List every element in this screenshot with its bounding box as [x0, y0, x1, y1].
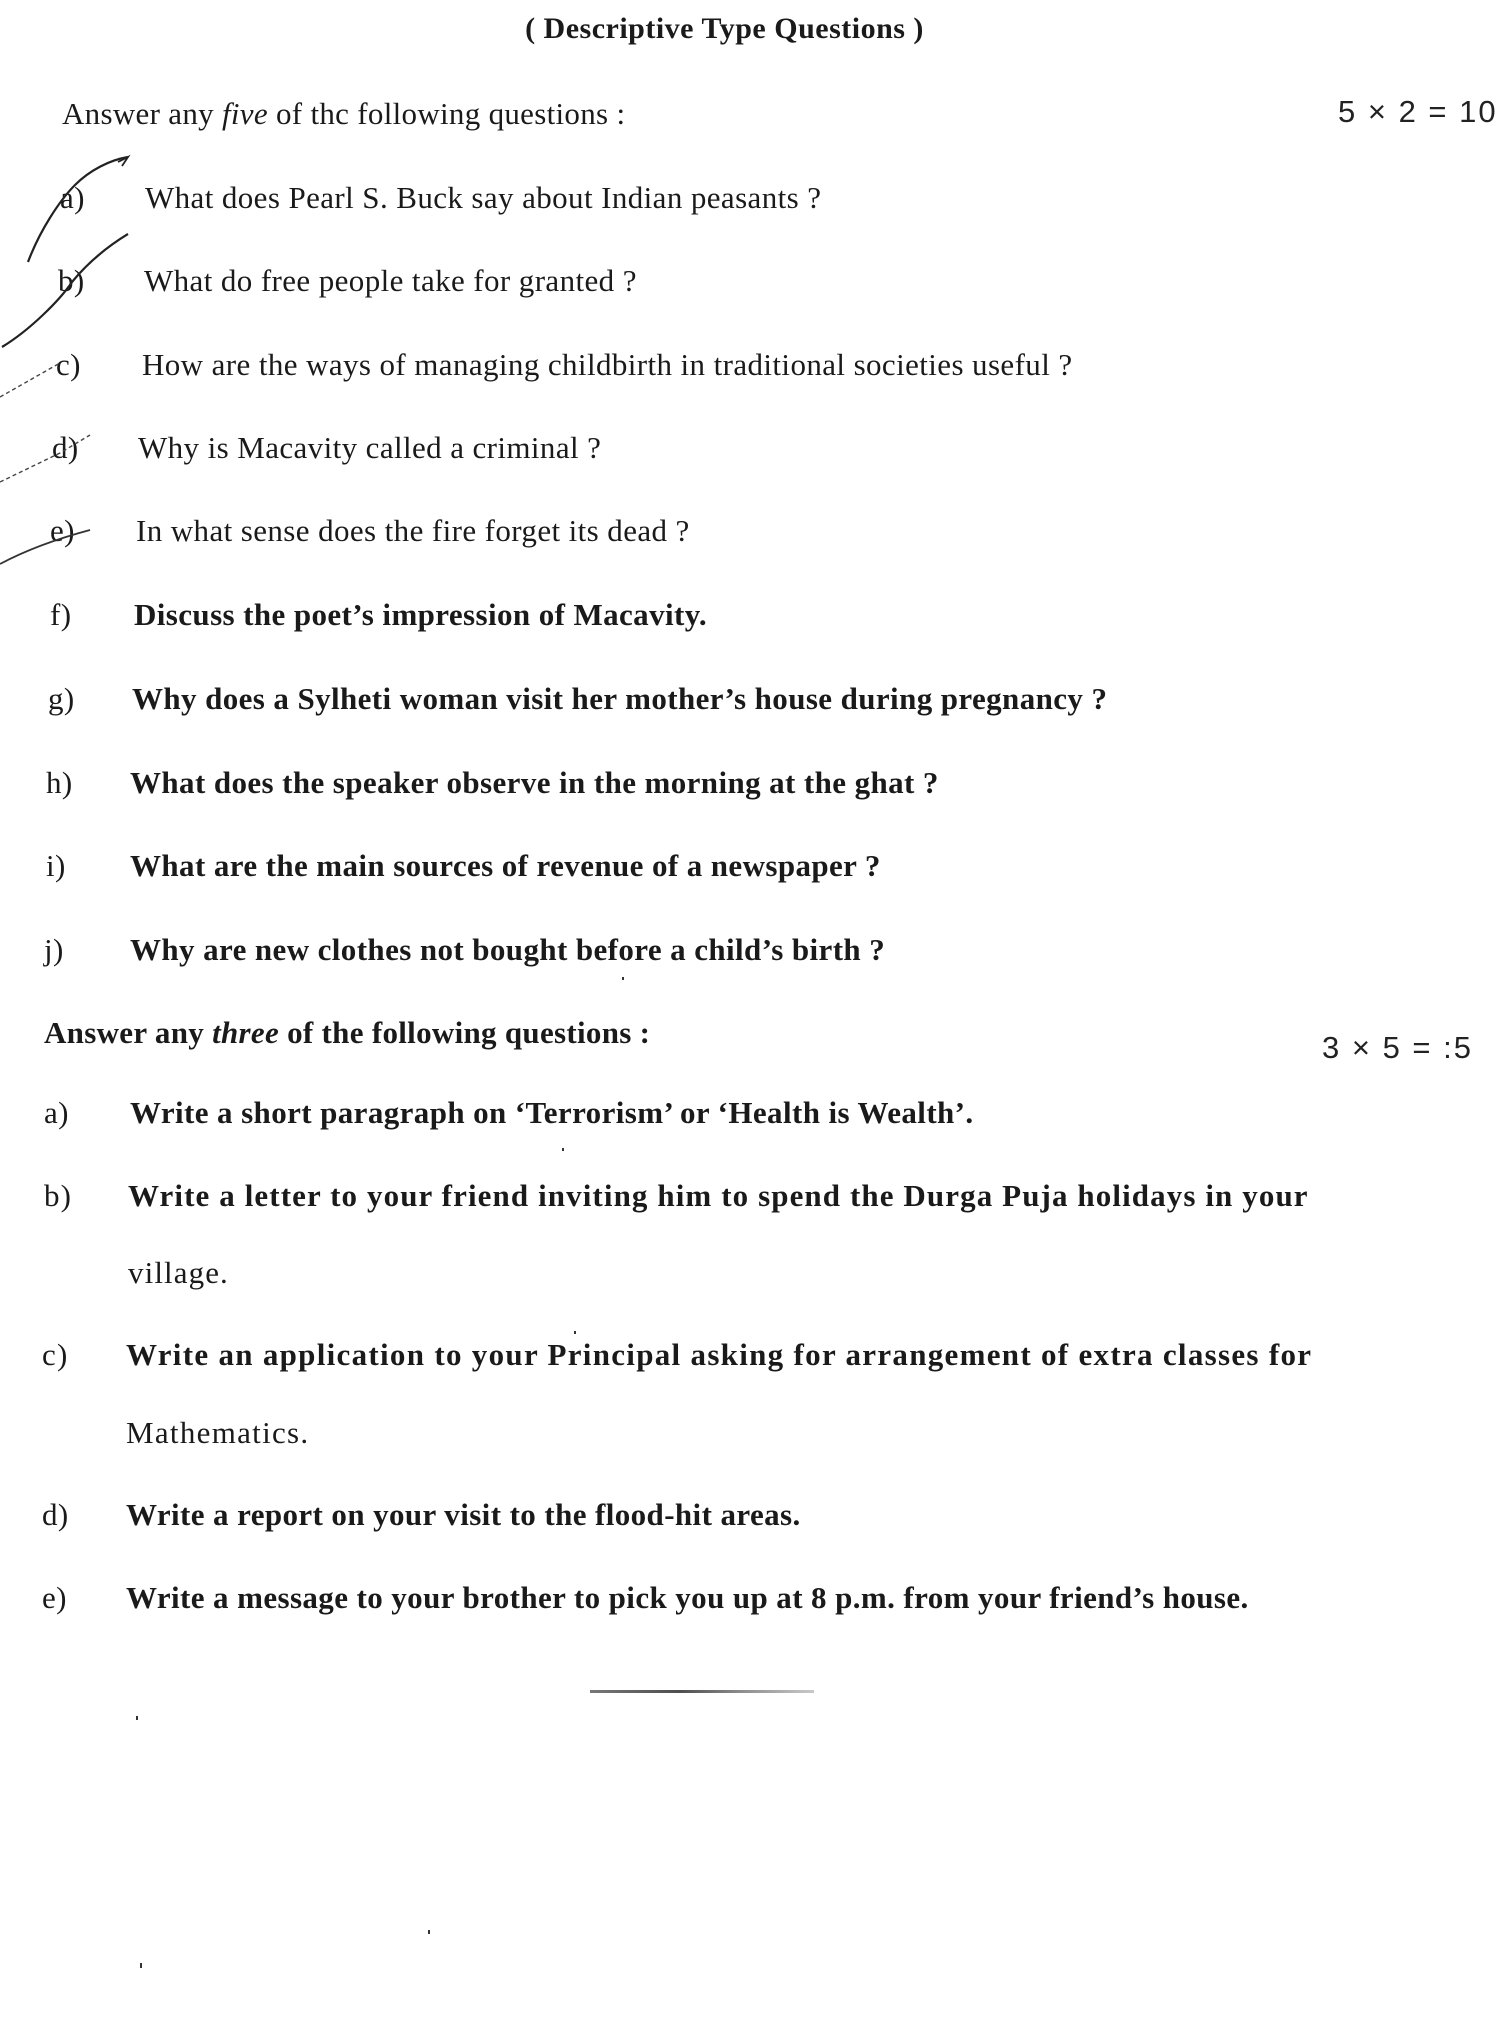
- question-label: g): [48, 681, 75, 716]
- question-text: What does Pearl S. Buck say about Indian peasants ?: [145, 180, 822, 215]
- question-text-continuation: Mathematics.: [126, 1415, 310, 1450]
- question-text: Write a message to your brother to pick you up at 8 p.m. from your friend’s house.: [126, 1580, 1249, 1615]
- page-title: ( Descriptive Type Questions ): [525, 12, 924, 45]
- section-1-suffix: of thc following questions :: [267, 96, 626, 131]
- scan-speck: [428, 1930, 430, 1934]
- question-text-continuation: village.: [128, 1255, 229, 1290]
- question-text: What do free people take for granted ?: [144, 263, 637, 298]
- question-text: Why does a Sylheti woman visit her mother’s house during pregnancy ?: [132, 681, 1108, 716]
- section-2-emphasis: three: [212, 1015, 280, 1050]
- question-label: i): [46, 848, 66, 883]
- question-text: Discuss the poet’s impression of Macavity.: [134, 597, 708, 632]
- question-label: e): [42, 1580, 67, 1615]
- end-divider: [590, 1690, 814, 1693]
- question-label: d): [52, 430, 79, 465]
- question-label: j): [44, 932, 64, 967]
- question-text: In what sense does the fire forget its dead ?: [136, 513, 690, 548]
- question-text: Why are new clothes not bought before a child’s birth ?: [130, 932, 886, 967]
- question-label: a): [60, 180, 85, 215]
- question-text: Write a short paragraph on ‘Terrorism’ or ‘Health is Wealth’.: [130, 1095, 974, 1130]
- question-label: d): [42, 1497, 69, 1532]
- question-text: Write an application to your Principal asking for arrangement of extra classes for: [126, 1337, 1313, 1372]
- scan-speck: [622, 977, 624, 980]
- question-label: f): [50, 597, 72, 632]
- question-text: Write a letter to your friend inviting him to spend the Durga Puja holidays in your: [128, 1178, 1309, 1213]
- question-text: Write a report on your visit to the flood-hit areas.: [126, 1497, 801, 1532]
- question-text: Why is Macavity called a criminal ?: [138, 430, 602, 465]
- section-2-prefix: Answer any: [44, 1015, 213, 1050]
- question-text: What are the main sources of revenue of a newspaper ?: [130, 848, 881, 883]
- question-label: b): [44, 1178, 73, 1213]
- scan-speck: [574, 1331, 576, 1334]
- question-label: b): [58, 263, 85, 298]
- question-text: How are the ways of managing childbirth in traditional societies useful ?: [142, 347, 1073, 382]
- question-label: c): [56, 347, 81, 382]
- section-1-marks: 5 × 2 = 10: [1338, 94, 1498, 129]
- question-label: a): [44, 1095, 69, 1130]
- question-label: h): [46, 765, 73, 800]
- question-text: What does the speaker observe in the morning at the ghat ?: [130, 765, 939, 800]
- scan-speck: [136, 1716, 138, 1720]
- section-2-marks: 3 × 5 = :5: [1322, 1030, 1473, 1065]
- section-1-prefix: Answer any: [62, 96, 222, 131]
- scan-speck: [562, 1148, 564, 1151]
- section-2-suffix: of the following questions :: [279, 1015, 651, 1050]
- question-label: c): [42, 1337, 69, 1372]
- question-label: e): [50, 513, 75, 548]
- section-1-instruction: [62, 96, 625, 132]
- scan-speck: [140, 1963, 142, 1968]
- handwritten-tick-marks-icon: [0, 0, 200, 600]
- section-2-instruction: [44, 1015, 650, 1051]
- section-1-emphasis: five: [221, 96, 268, 131]
